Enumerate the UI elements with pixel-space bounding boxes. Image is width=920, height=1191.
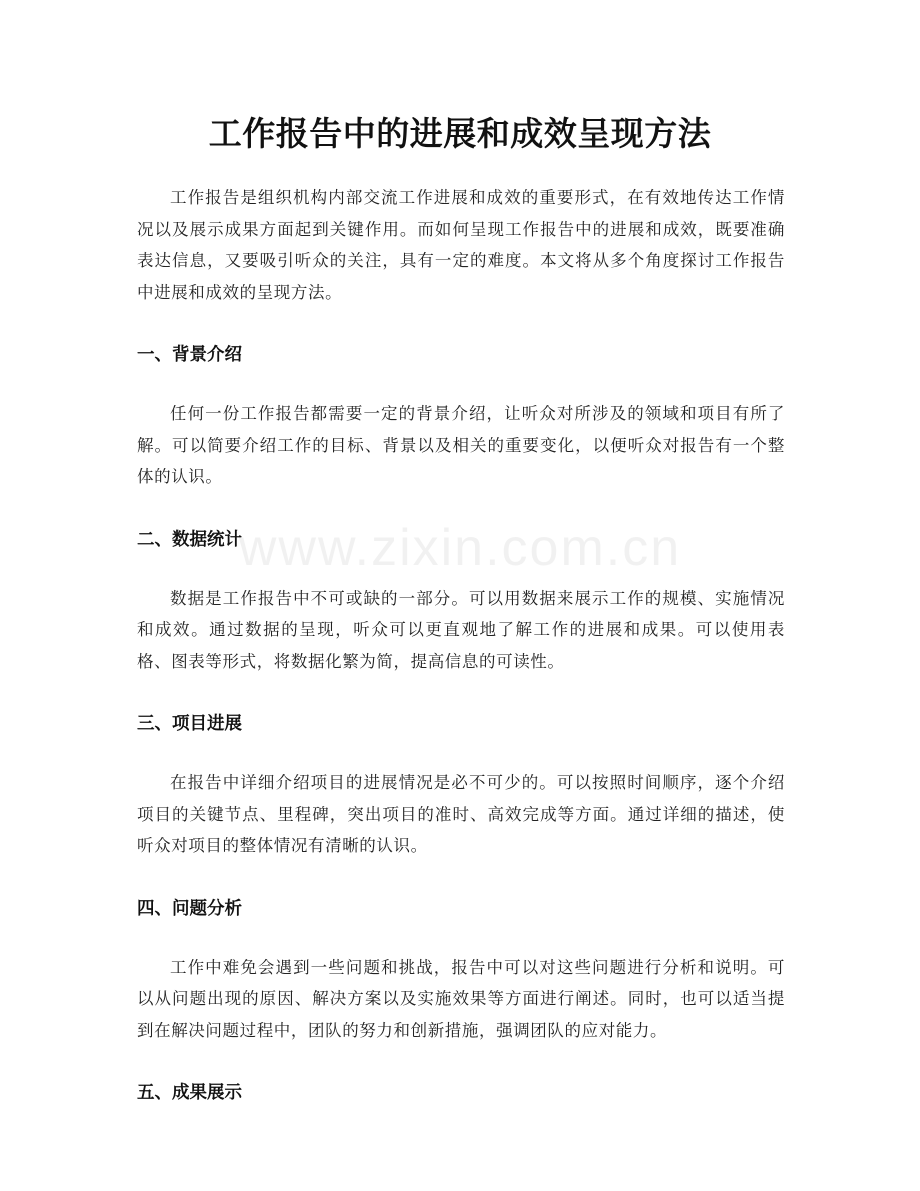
section-body-data-statistics: 数据是工作报告中不可或缺的一部分。可以用数据来展示工作的规模、实施情况和成效。通过数据的呈现，听众可以更直观地了解工作的进展和成果。可以使用表格、图表等形式，将数据化繁为简，提高信息的可读性。 [137,588,785,671]
spacer [137,370,785,398]
section-body-problem-analysis: 工作中难免会遇到一些问题和挑战，报告中可以对这些问题进行分析和说明。可以从问题出现的原因、解决方案以及实施效果等方面进行阐述。同时，也可以适当提到在解决问题过程中，团队的努力和创新措施，强调团队的应对能力。 [137,957,785,1040]
spacer [137,677,785,709]
document-body [137,182,785,1108]
intro-paragraph: 工作报告是组织机构内部交流工作进展和成效的重要形式，在有效地传达工作情况以及展示成果方面起到关键作用。而如何呈现工作报告中的进展和成效，既要准确表达信息，又要吸引听众的关注，具有一定的难度。本文将从多个角度探讨工作报告中进展和成效的呈现方法。 [137,188,785,302]
spacer [137,924,785,952]
spacer [137,493,785,525]
spacer [137,739,785,767]
section-heading-project-progress: 三、项目进展 [137,714,242,734]
section-heading-results: 五、成果展示 [137,1083,242,1103]
section-heading-problem-analysis: 四、问题分析 [137,898,242,919]
section-heading-data-statistics: 二、数据统计 [137,529,242,550]
spacer [137,555,785,583]
section-body-background: 任何一份工作报告都需要一定的背景介绍，让听众对所涉及的领域和项目有所了解。可以简要介绍工作的目标、背景以及相关的重要变化，以便听众对报告有一个整体的认识。 [137,404,785,486]
watermark: www.zixin.com.cn [238,519,682,577]
spacer [137,862,785,894]
section-body-project-progress: 在报告中详细介绍项目的进展情况是必不可少的。可以按照时间顺序，逐个介绍项目的关键节点、里程碑，突出项目的准时、高效完成等方面。通过详细的描述，使听众对项目的整体情况有清晰的认识。 [137,773,785,855]
page-title: 工作报告中的进展和成效呈现方法 [208,114,712,153]
section-heading-background: 一、背景介绍 [137,345,242,365]
spacer [137,1046,785,1078]
spacer [137,308,785,340]
